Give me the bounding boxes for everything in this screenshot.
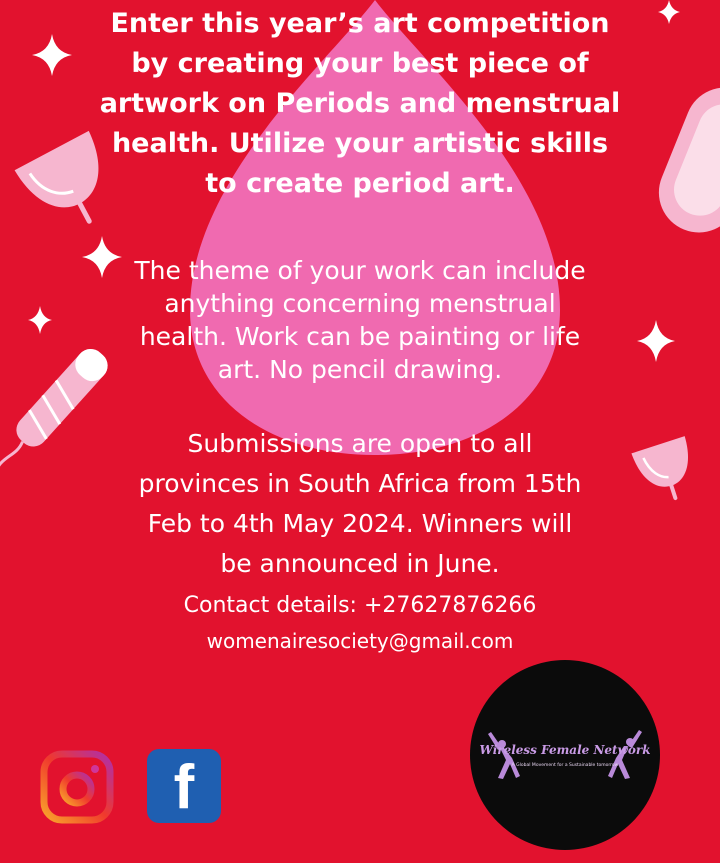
theme-line: art. No pencil drawing. <box>217 355 503 384</box>
logo-title: Wireless Female Network <box>479 743 651 757</box>
headline-line: health. Utilize your artistic skills <box>111 128 609 159</box>
wireless-female-network-logo <box>470 660 660 850</box>
logo-tagline: A Global Movement for a Sustainable tomorrow <box>511 763 619 768</box>
submission-line: Feb to 4th May 2024. Winners will <box>147 509 573 538</box>
headline-line: Enter this year’s art competition <box>110 8 610 39</box>
headline <box>0 4 720 204</box>
headline-line: by creating your best piece of <box>131 48 589 79</box>
facebook-letter: f <box>173 753 195 822</box>
submission-paragraph <box>0 424 720 584</box>
contact-email[interactable]: womenairesociety@gmail.com <box>206 629 514 653</box>
submission-line: provinces in South Africa from 15th <box>138 469 582 498</box>
headline-line: artwork on Periods and menstrual <box>99 88 621 119</box>
theme-paragraph <box>0 254 720 386</box>
theme-line: health. Work can be painting or life <box>139 322 581 351</box>
theme-line: The theme of your work can include <box>134 256 586 285</box>
theme-line: anything concerning menstrual <box>164 289 556 318</box>
submission-line: be announced in June. <box>220 549 500 578</box>
facebook-icon[interactable] <box>147 749 221 823</box>
contact-phone: Contact details: +27627876266 <box>183 593 537 618</box>
submission-line: Submissions are open to all <box>187 429 533 458</box>
instagram-icon[interactable] <box>40 750 114 824</box>
headline-line: to create period art. <box>205 168 515 199</box>
